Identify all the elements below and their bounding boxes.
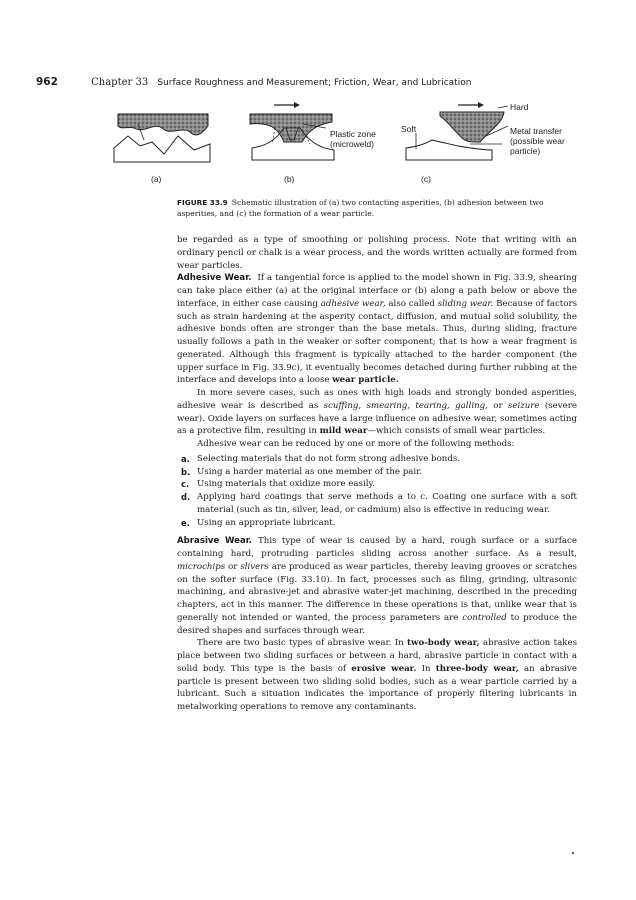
list-item-text: Using a harder material as one member of the pair. bbox=[197, 466, 423, 477]
term-scuffing: scuffing, smearing, tearing, galling, bbox=[323, 400, 488, 411]
text-run: or bbox=[487, 400, 508, 411]
page-header bbox=[36, 76, 596, 88]
list-item-text: Using an appropriate lubricant. bbox=[197, 517, 336, 528]
list-item bbox=[177, 491, 577, 517]
chapter-title: Surface Roughness and Measurement; Friction, Wear, and Lubrication bbox=[157, 78, 472, 88]
term-slivers: slivers bbox=[240, 561, 269, 572]
term-sliding-wear: sliding wear. bbox=[437, 298, 494, 309]
text-run: There are two basic types of abrasive wear. In bbox=[197, 638, 408, 649]
panel-c-label: (c) bbox=[421, 174, 431, 184]
panel-a-label: (a) bbox=[151, 174, 162, 184]
methods-list bbox=[177, 453, 577, 530]
panel-b-label: (b) bbox=[284, 174, 295, 184]
list-marker: a. bbox=[181, 453, 190, 464]
text-run: or bbox=[225, 561, 241, 572]
figure-caption-text: Schematic illustration of (a) two contacting asperities, (b) adhesion between two asperities, and (c) the formation of a wear particle. bbox=[177, 198, 544, 218]
panel-a-asperities bbox=[114, 114, 210, 162]
term-erosive-wear: erosive wear. bbox=[351, 663, 417, 674]
possible-wear-label: (possible wear bbox=[510, 136, 565, 146]
figure-33-9 bbox=[110, 98, 590, 193]
plastic-zone-label: Plastic zone bbox=[330, 129, 376, 139]
list-item bbox=[177, 453, 577, 466]
list-item-text: Applying hard coatings that serve methods a to c. Coating one surface with a soft material (such as tin, silver, lead, or cadmium) also is effective in reducing wear. bbox=[197, 492, 577, 515]
scan-speck bbox=[572, 852, 574, 854]
particle-label: particle) bbox=[510, 146, 541, 156]
figure-caption-label: FIGURE 33.9 bbox=[177, 198, 228, 207]
chapter-number: Chapter 33 bbox=[91, 77, 149, 88]
figure-caption bbox=[177, 198, 577, 219]
list-marker: d. bbox=[181, 492, 191, 502]
paragraph-severe-wear bbox=[177, 387, 577, 438]
heading-adhesive-wear: Adhesive Wear. bbox=[177, 273, 252, 284]
hard-label: Hard bbox=[510, 102, 529, 112]
page-number: 962 bbox=[36, 76, 58, 88]
panel-b-adhesion bbox=[250, 102, 334, 160]
list-item bbox=[177, 478, 577, 491]
list-item bbox=[177, 517, 577, 530]
heading-abrasive-wear: Abrasive Wear. bbox=[177, 536, 253, 547]
list-item bbox=[177, 466, 577, 479]
text-run: (severe wear). Oxide layers on surfaces have a large influence on adhesive wear, sometimes acting as a protective film, resulting in bbox=[177, 400, 577, 437]
term-mild-wear: mild wear bbox=[319, 426, 368, 437]
list-marker: e. bbox=[181, 517, 190, 528]
text-run: In bbox=[416, 663, 436, 674]
text-run: —which consists of small wear particles. bbox=[367, 426, 546, 437]
term-wear-particle: wear particle. bbox=[332, 375, 399, 386]
text-run: also called bbox=[385, 298, 438, 309]
soft-label: Soft bbox=[401, 124, 417, 134]
list-item-text: Using materials that oxidize more easily. bbox=[197, 479, 375, 490]
term-two-body-wear: two-body wear, bbox=[407, 638, 480, 649]
term-microchips: microchips bbox=[177, 561, 226, 572]
body-text bbox=[177, 234, 577, 714]
list-item-text: Selecting materials that do not form strong adhesive bonds. bbox=[197, 453, 461, 464]
paragraph-abrasive-types bbox=[177, 637, 577, 714]
text-run: This type of wear is caused by a hard, rough surface or a surface containing hard, protruding particles sliding across another surface. As a result, bbox=[177, 536, 577, 559]
term-adhesive-wear: adhesive wear, bbox=[320, 298, 386, 309]
list-marker: c. bbox=[181, 479, 190, 490]
text-run: an abrasive particle is present between two sliding solid bodies, such as a wear particle carried by a lubricant. Such a situation indicates the importance of properly filtering lubricants in metalworking operations to remove any contaminants. bbox=[177, 663, 577, 712]
text-run: In more severe cases, such as ones with high loads and strongly bonded asperities, adhesive wear is described as bbox=[177, 388, 577, 411]
paragraph-methods-intro: Adhesive wear can be reduced by one or more of the following methods: bbox=[197, 439, 515, 449]
paragraph-adhesive-wear bbox=[177, 272, 577, 387]
metal-transfer-label: Metal transfer bbox=[510, 126, 562, 136]
paragraph-abrasive-wear bbox=[177, 535, 577, 637]
panel-c-wear-particle bbox=[406, 102, 508, 160]
term-controlled: controlled bbox=[462, 612, 507, 623]
text-run: Because of factors such as strain hardening at the asperity contact, diffusion, and mutual solid solubility, the adhesive bonds often are stronger than the base metals. Thus, during sliding, fracture usually follows a path in the weaker or softer component; that is how a wear fragment is generated. Although this fragment is typically attached to the harder component (the upper surface in Fig. 33.9c), it eventually becomes detached during further rubbing at the interface and develops into a loose bbox=[177, 298, 577, 386]
paragraph-intro: be regarded as a type of smoothing or polishing process. Note that writing with an ordinary pencil or chalk is a wear process, and the words written actually are formed from wear particles. bbox=[177, 235, 577, 271]
text-run: to produce the desired shapes and surfaces through wear. bbox=[177, 612, 578, 636]
term-seizure: seizure bbox=[507, 400, 540, 411]
text-run: are produced as wear particles, thereby leaving grooves or scratches on the softer surface (Fig. 33.10). In fact, processes such as filing, grinding, ultrasonic machining, and abrasive-jet and abrasive water-jet machining, described in the preceding chapters, act in this manner. The difference in these operations is that, unlike wear that is generally not intended or wanted, the process parameters are bbox=[177, 561, 577, 623]
text-run: abrasive action takes place between two sliding surfaces or between a hard, abrasive particle in contact with a solid body. This type is the basis of bbox=[177, 638, 578, 674]
text-run: If a tangential force is applied to the model shown in Fig. 33.9, shearing can take place either (a) at the original interface or (b) along a path below or above the interface, in either case causing bbox=[177, 273, 578, 309]
term-three-body-wear: three-body wear, bbox=[435, 663, 519, 674]
list-marker: b. bbox=[181, 466, 191, 477]
microweld-label: (microweld) bbox=[330, 139, 374, 149]
